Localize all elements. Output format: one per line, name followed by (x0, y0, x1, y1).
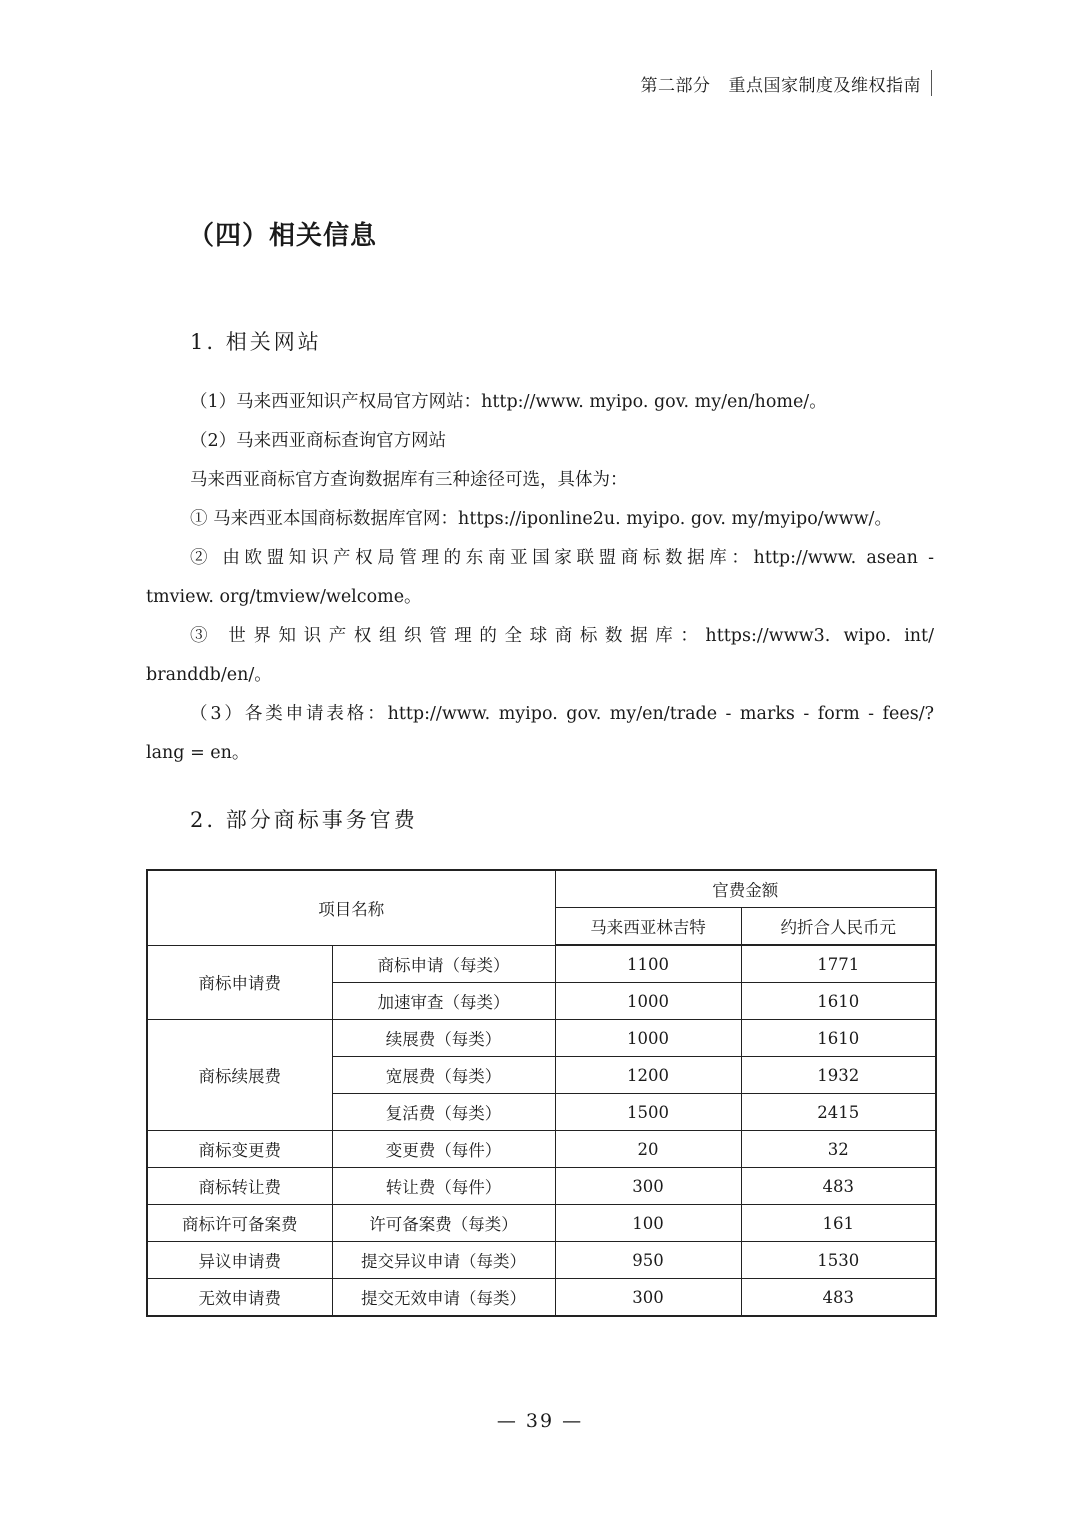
fee-myr: 950 (555, 1242, 741, 1279)
fee-rmb: 483 (741, 1279, 936, 1317)
fee-myr: 1100 (555, 945, 741, 983)
fee-category: 商标变更费 (147, 1131, 332, 1168)
paragraph-search-options: 马来西亚商标官方查询数据库有三种途径可选，具体为： (190, 470, 628, 490)
subsection-title-fees: 2. 部分商标事务官费 (190, 808, 418, 832)
paragraph-option-2-line2: tmview. org/tmview/welcome。 (146, 587, 422, 607)
paragraph-option-3-line2: branddb/en/。 (146, 665, 272, 685)
header-myr: 马来西亚林吉特 (555, 908, 741, 946)
fee-category: 商标续展费 (147, 1020, 332, 1131)
fee-table (146, 869, 937, 1317)
table-row (147, 1279, 936, 1317)
fee-rmb: 1610 (741, 1020, 936, 1057)
header-title: 重点国家制度及维权指南 (728, 75, 921, 96)
fee-myr: 300 (555, 1168, 741, 1205)
fee-category: 商标申请费 (147, 945, 332, 1020)
fee-myr: 1000 (555, 983, 741, 1020)
header-rmb: 约折合人民币元 (741, 908, 936, 946)
header-part: 第二部分 (640, 75, 711, 96)
fee-item: 许可备案费（每类） (332, 1205, 555, 1242)
subsection-title-websites: 1. 相关网站 (190, 330, 322, 354)
table-row (147, 1168, 936, 1205)
paragraph-forms-line1: （3）各类申请表格：http://www. myipo. gov. my/en/trade - marks - form - fees/? (190, 704, 934, 724)
fee-item: 商标申请（每类） (332, 945, 555, 983)
table-row (147, 945, 936, 983)
fee-myr: 1500 (555, 1094, 741, 1131)
fee-item: 提交无效申请（每类） (332, 1279, 555, 1317)
table-row (147, 1205, 936, 1242)
fee-myr: 300 (555, 1279, 741, 1317)
paragraph-option-1: ① 马来西亚本国商标数据库官网：https://iponline2u. myipo. gov. my/myipo/www/。 (190, 509, 892, 529)
fee-myr: 20 (555, 1131, 741, 1168)
fee-rmb: 1610 (741, 983, 936, 1020)
header-divider (931, 70, 932, 96)
fee-item: 变更费（每件） (332, 1131, 555, 1168)
fee-rmb: 1932 (741, 1057, 936, 1094)
page-number: — 39 — (496, 1410, 584, 1432)
table-row (147, 1020, 936, 1057)
fee-myr: 100 (555, 1205, 741, 1242)
websites-body (146, 383, 934, 773)
fee-item: 加速审查（每类） (332, 983, 555, 1020)
fee-rmb: 1771 (741, 945, 936, 983)
fee-item: 复活费（每类） (332, 1094, 555, 1131)
paragraph-ipo-website: （1）马来西亚知识产权局官方网站：http://www. myipo. gov. my/en/home/。 (190, 392, 827, 412)
paragraph-option-2-line1: ② 由欧盟知识产权局管理的东南亚国家联盟商标数据库：http://www. asean - (190, 548, 934, 568)
table-row (147, 1242, 936, 1279)
fee-rmb: 161 (741, 1205, 936, 1242)
paragraph-forms-line2: lang = en。 (146, 743, 250, 763)
header-fee-amount: 官费金额 (555, 870, 936, 908)
fee-rmb: 1530 (741, 1242, 936, 1279)
paragraph-option-3-line1: ③ 世界知识产权组织管理的全球商标数据库：https://www3. wipo. int/ (190, 626, 934, 646)
section-title: （四）相关信息 (188, 221, 378, 251)
table-row (147, 1131, 936, 1168)
fee-myr: 1200 (555, 1057, 741, 1094)
fee-rmb: 32 (741, 1131, 936, 1168)
fee-category: 无效申请费 (147, 1279, 332, 1317)
fee-table-body (147, 945, 936, 1316)
header-item-name: 项目名称 (147, 870, 555, 945)
fee-myr: 1000 (555, 1020, 741, 1057)
running-header (641, 70, 933, 96)
fee-item: 提交异议申请（每类） (332, 1242, 555, 1279)
fee-item: 宽展费（每类） (332, 1057, 555, 1094)
fee-category: 商标许可备案费 (147, 1205, 332, 1242)
paragraph-trademark-search: （2）马来西亚商标查询官方网站 (190, 431, 447, 451)
fee-item: 转让费（每件） (332, 1168, 555, 1205)
fee-category: 商标转让费 (147, 1168, 332, 1205)
fee-rmb: 483 (741, 1168, 936, 1205)
fee-item: 续展费（每类） (332, 1020, 555, 1057)
fee-rmb: 2415 (741, 1094, 936, 1131)
fee-category: 异议申请费 (147, 1242, 332, 1279)
